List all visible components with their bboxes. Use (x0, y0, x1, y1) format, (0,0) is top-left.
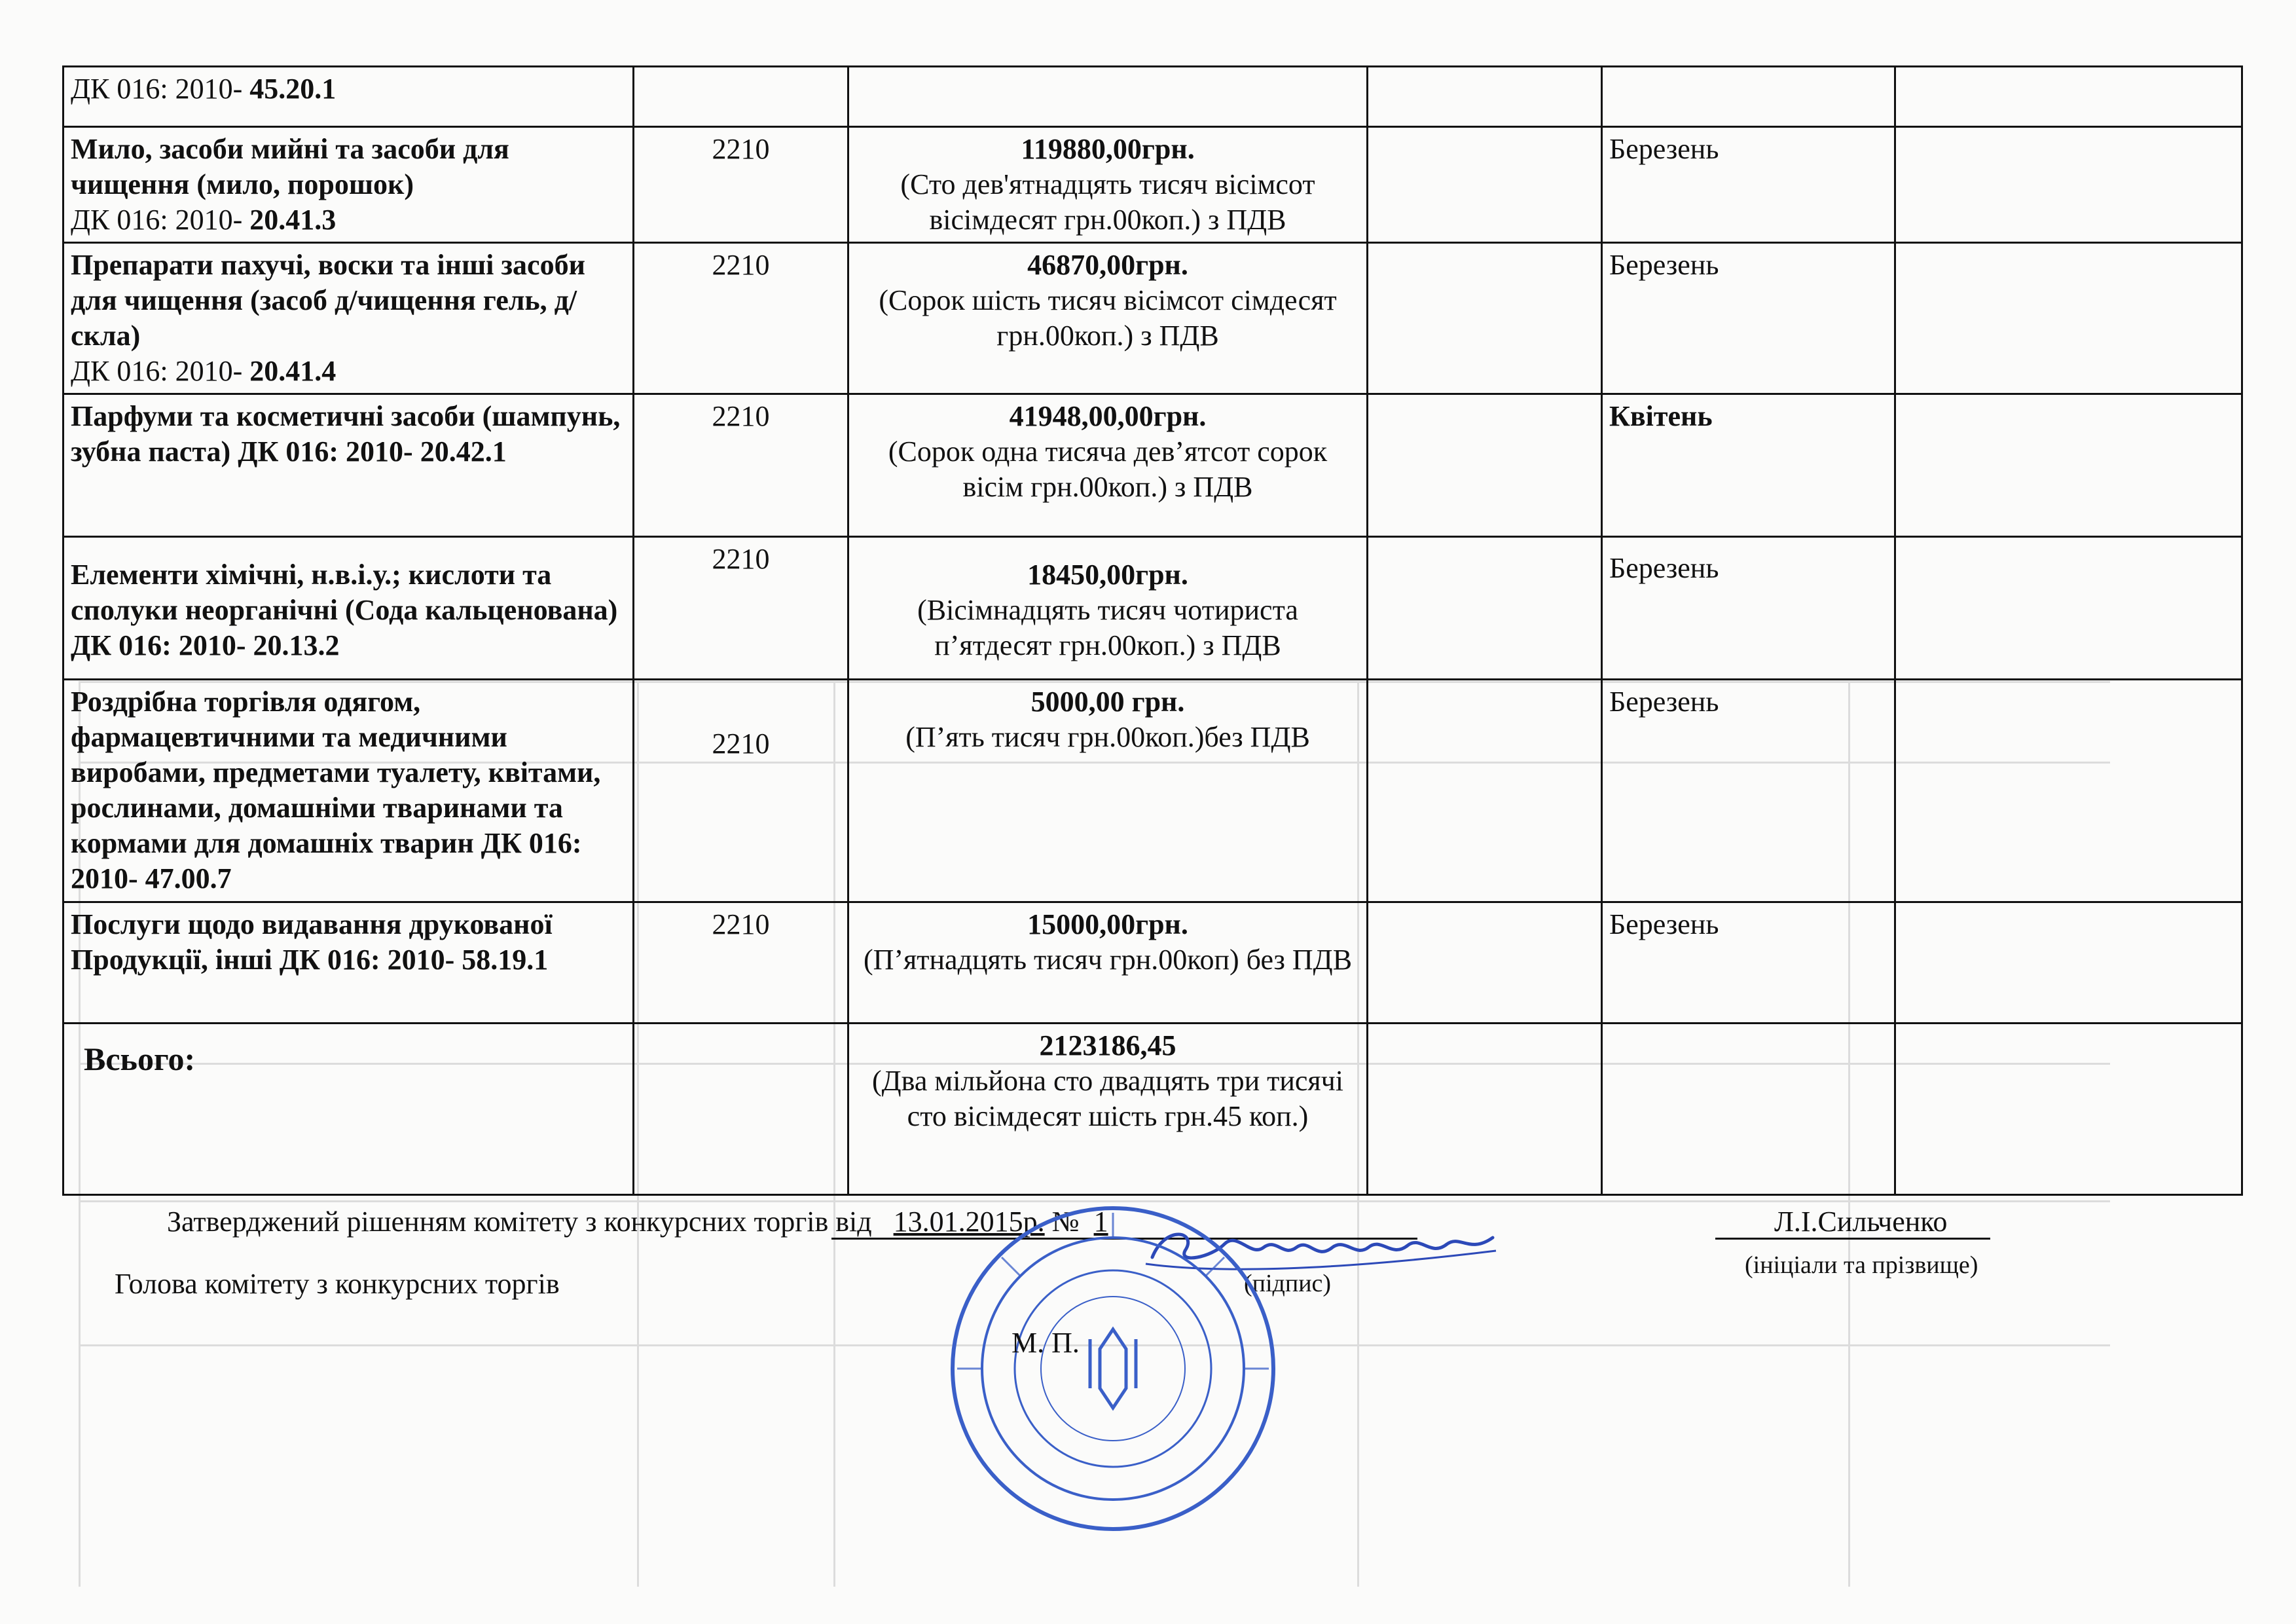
budget-code: 2210 (634, 394, 848, 537)
note (1895, 680, 2242, 902)
total-label: Всього: (64, 1024, 634, 1195)
start-month: Квітень (1602, 394, 1895, 537)
item-name: Парфуми та косметичні засоби (шампунь, зубна паста) ДК 016: 2010- 20.42.1 (64, 394, 634, 537)
expected-sum: 119880,00грн. (Сто дев'ятнадцять тисяч вісімсот вісімдесят грн.00коп.) з ПДВ (848, 127, 1368, 243)
chair-name-underline (1715, 1238, 1990, 1240)
item-name: Роздрібна торгівля одягом, фармацевтичними та медичними виробами, предметами туалету, квітами, рослинами, домашніми тваринами та кормами для домашніх тварин ДК 016: 2010- 47.00.7 (64, 680, 634, 902)
note (1895, 1024, 2242, 1195)
approval-date: 13.01.2015р. (893, 1206, 1045, 1238)
table-row (64, 127, 2242, 243)
number-label: № (1051, 1206, 1080, 1238)
note (1895, 537, 2242, 680)
item-name: ДК 016: 2010- 45.20.1 (64, 67, 634, 127)
table-row (64, 67, 2242, 127)
official-stamp (943, 1198, 1283, 1539)
chair-label: Голова комітету з конкурсних торгів (115, 1268, 560, 1300)
total-row (64, 1024, 2242, 1195)
budget-code (634, 67, 848, 127)
expected-sum: 15000,00грн. (П’ятнадцять тисяч грн.00коп) без ПДВ (848, 902, 1368, 1024)
budget-code: 2210 (634, 680, 848, 902)
chair-name: Л.І.Сильченко (1774, 1206, 1948, 1238)
approval-text: Затверджений рішенням комітету з конкурсних торгів від (167, 1206, 872, 1238)
signature-caption: (підпис) (1244, 1270, 1332, 1297)
procurement-table (62, 65, 2243, 1196)
start-month: Березень (1602, 680, 1895, 902)
note (1895, 902, 2242, 1024)
total-sum: 2123186,45 (Два мільйона сто двадцять три тисячі сто вісімдесят шість грн.45 коп.) (848, 1024, 1368, 1195)
table-row (64, 537, 2242, 680)
start-month (1602, 67, 1895, 127)
note (1895, 394, 2242, 537)
item-name: Препарати пахучі, воски та інші засоби для чищення (засоб д/чищення гель, д/скла) ДК 016: 2010- 20.41.4 (64, 243, 634, 394)
table-row (64, 680, 2242, 902)
budget-code: 2210 (634, 243, 848, 394)
procedure (1368, 902, 1602, 1024)
procedure (1368, 127, 1602, 243)
item-name: Послуги щодо видавання друкованої Продукції, інші ДК 016: 2010- 58.19.1 (64, 902, 634, 1024)
procedure (1368, 394, 1602, 537)
procedure (1368, 1024, 1602, 1195)
expected-sum: 46870,00грн. (Сорок шість тисяч вісімсот сімдесят грн.00коп.) з ПДВ (848, 243, 1368, 394)
expected-sum: 41948,00,00грн. (Сорок одна тисяча дев’ятсот сорок вісім грн.00коп.) з ПДВ (848, 394, 1368, 537)
table-row (64, 394, 2242, 537)
budget-code: 2210 (634, 537, 848, 680)
procedure (1368, 537, 1602, 680)
start-month (1602, 1024, 1895, 1195)
item-name: Мило, засоби мийні та засоби для чищення (мило, порошок) ДК 016: 2010- 20.41.3 (64, 127, 634, 243)
start-month: Березень (1602, 243, 1895, 394)
seal-place-label: М. П. (1011, 1327, 1080, 1359)
expected-sum: 18450,00грн. (Вісімнадцять тисяч чотириста п’ятдесят грн.00коп.) з ПДВ (848, 537, 1368, 680)
note (1895, 243, 2242, 394)
approval-number: 1 (1093, 1206, 1108, 1238)
expected-sum (848, 67, 1368, 127)
note (1895, 127, 2242, 243)
start-month: Березень (1602, 127, 1895, 243)
budget-code: 2210 (634, 127, 848, 243)
expected-sum: 5000,00 грн. (П’ять тисяч грн.00коп.)без ПДВ (848, 680, 1368, 902)
table-row (64, 243, 2242, 394)
start-month: Березень (1602, 902, 1895, 1024)
start-month: Березень (1602, 537, 1895, 680)
budget-code (634, 1024, 848, 1195)
table-row (64, 902, 2242, 1024)
procedure (1368, 243, 1602, 394)
budget-code: 2210 (634, 902, 848, 1024)
procedure (1368, 67, 1602, 127)
item-name: Елементи хімічні, н.в.і.у.; кислоти та сполуки неорганічні (Сода кальценована) ДК 016: 2010- 20.13.2 (64, 537, 634, 680)
name-caption: (ініціали та прізвище) (1745, 1251, 1978, 1279)
procedure (1368, 680, 1602, 902)
note (1895, 67, 2242, 127)
